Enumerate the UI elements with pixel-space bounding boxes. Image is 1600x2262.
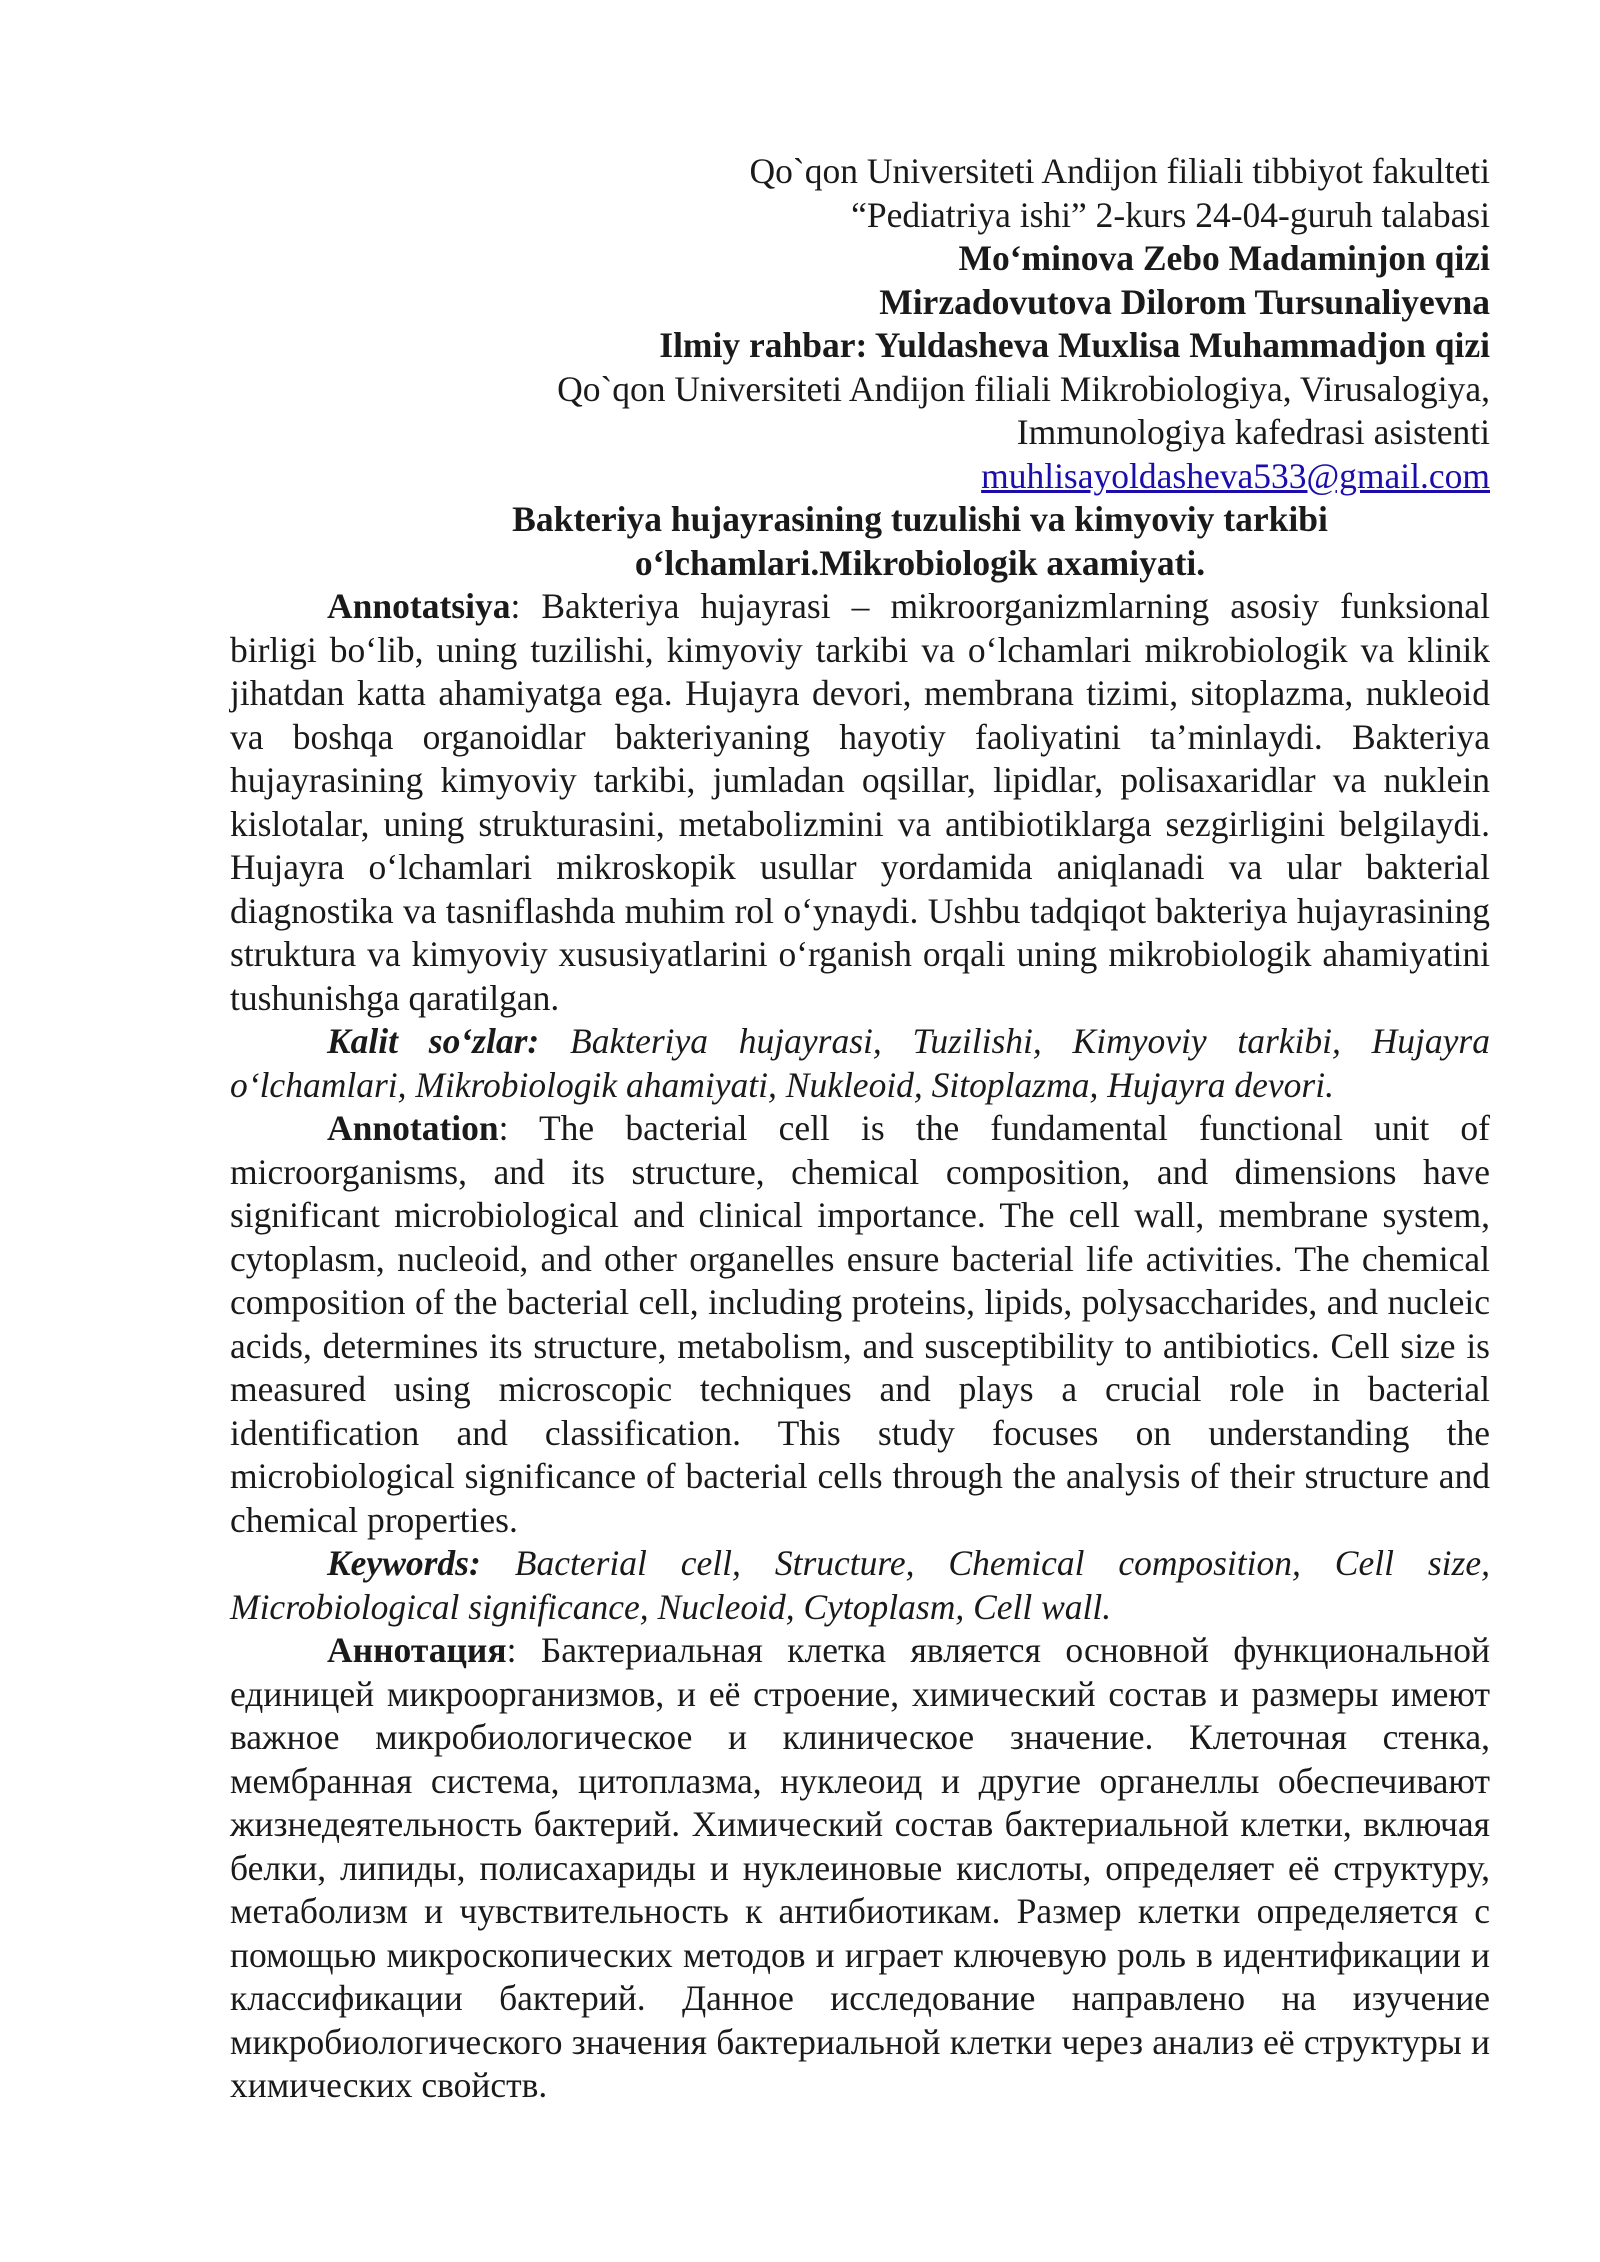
student-group-line: “Pediatriya ishi” 2-kurs 24-04-guruh talabasi <box>851 194 1490 235</box>
affiliation: Qo`qon Universiteti Andijon filiali Mikrobiologiya, Virusalogiya, Immunologiya kafedrasi asistenti <box>557 368 1490 452</box>
keywords-text: Bacterial cell, Structure, Chemical composition, Cell size, Microbiological significance, Nucleoid, Cytoplasm, Cell wall. <box>230 1543 1490 1627</box>
annotatsiya-ru-text: : Бактериальная клетка является основной функциональной единицей микроорганизмов, и её строение, химический состав и размеры имеют важное микробиологическое и клиническое значение. Клеточная стенка, мембранная система, цитоплазма, нуклеоид и другие органеллы обеспечивают жизнедеятельность бактерий. Химический состав бактериальной клетки, включая белки, липиды, полисахариды и нуклеиновые кислоты, определяет её структуру, метаболизм и чувствительность к антибиотикам. Размер клетки определяется с помощью микроскопических методов и играет ключевую роль в идентификации и классификации бактерий. Данное исследование направлено на изучение микробиологического значения бактериальной клетки через анализ её структуры и химических свойств. <box>230 1630 1490 2105</box>
email-link[interactable]: muhlisayoldasheva533@gmail.com <box>981 455 1490 496</box>
supervisor: Ilmiy rahbar: Yuldasheva Muxlisa Muhammadjon qizi <box>659 325 1490 365</box>
annotation-text: : The bacterial cell is the fundamental functional unit of microorganisms, and its structure, chemical composition, and dimensions have significant microbiological and clinical importance. The cell wall, membrane system, cytoplasm, nucleoid, and other organelles ensure bacterial life activities. The chemical composition of the bacterial cell, including proteins, lipids, polysaccharides, and nucleic acids, determines its structure, metabolism, and susceptibility to antibiotics. Cell size is measured using microscopic techniques and plays a crucial role in bacterial identification and classification. This study focuses on understanding the microbiological significance of bacterial cells through the analysis of their structure and chemical properties. <box>230 1108 1490 1540</box>
author-1: Mo‘minova Zebo Madaminjon qizi <box>958 238 1490 278</box>
annotatsiya-label: Annotatsiya <box>327 586 511 626</box>
kalit-paragraph <box>230 1020 1490 1107</box>
annotatsiya-ru-label: Аннотация <box>327 1630 507 1670</box>
annotation-label: Annotation <box>327 1108 499 1148</box>
author-2: Mirzadovutova Dilorom Tursunaliyevna <box>879 281 1490 322</box>
kalit-label: Kalit so‘zlar: <box>327 1021 540 1061</box>
article-title: Bakteriya hujayrasining tuzulishi va kimyoviy tarkibi o‘lchamlari.Mikrobiologik axamiyati. <box>512 499 1328 583</box>
kalit-text: Bakteriya hujayrasi, Tuzilishi, Kimyoviy tarkibi, Hujayra o‘lchamlari, Mikrobiologik ahamiyati, Nukleoid, Sitoplazma, Hujayra devori. <box>230 1021 1490 1105</box>
keywords-label: Keywords: <box>327 1543 481 1583</box>
annotatsiya-ru-paragraph <box>230 1629 1490 2108</box>
annotatsiya-text: : Bakteriya hujayrasi – mikroorganizmlarning asosiy funksional birligi bo‘lib, uning tuzilishi, kimyoviy tarkibi va o‘lchamlari mikrobiologik va klinik jihatdan katta ahamiyatga ega. Hujayra devori, membrana tizimi, sitoplazma, nukleoid va boshqa organoidlar bakteriyaning hayotiy faoliyatini ta’minlaydi. Bakteriya hujayrasining kimyoviy tarkibi, jumladan oqsillar, lipidlar, polisaxaridlar va nuklein kislotalar, uning strukturasini, metabolizmini va antibiotiklarga sezgirligini belgilaydi. Hujayra o‘lchamlari mikroskopik usullar yordamida aniqlanadi va ular bakterial diagnostika va tasniflashda muhim rol o‘ynaydi. Ushbu tadqiqot bakteriya hujayrasining struktura va kimyoviy xususiyatlarini o‘rganish orqali uning mikrobiologik ahamiyatini tushunishga qaratilgan. <box>230 586 1490 1018</box>
annotation-paragraph <box>230 1107 1490 1542</box>
keywords-paragraph <box>230 1542 1490 1629</box>
email-line <box>230 455 1490 499</box>
faculty-line: Qo`qon Universiteti Andijon filiali tibbiyot fakulteti <box>749 151 1490 191</box>
document-page <box>230 150 1490 2108</box>
annotatsiya-paragraph <box>230 585 1490 1020</box>
